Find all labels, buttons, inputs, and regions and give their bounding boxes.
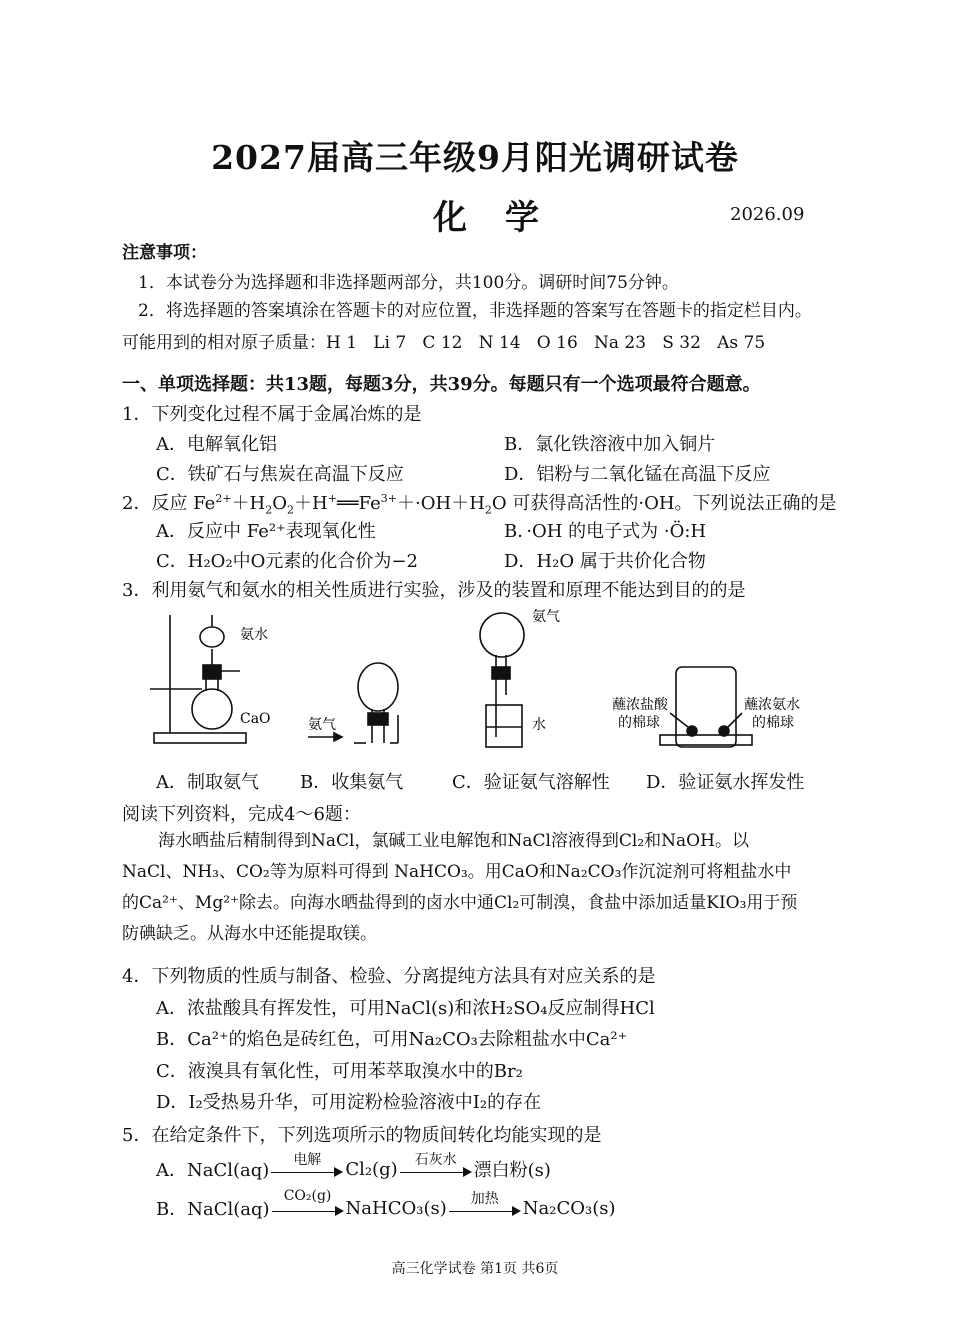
label-ammonia-water: 氨水 xyxy=(240,627,268,643)
notes-heading: 注意事项： xyxy=(122,243,207,263)
section-heading: 一、单项选择题：共13题，每题3分，共39分。每题只有一个选项最符合题意。 xyxy=(122,374,761,395)
q5b-start: B．NaCl(aq) xyxy=(156,1199,270,1220)
label-nh3-cotton-1: 蘸浓氨水 xyxy=(744,697,800,713)
reading-prompt: 阅读下列资料，完成4～6题： xyxy=(122,804,361,825)
q2-stem-prefix: 2．反应 Fe xyxy=(122,493,216,514)
q5a-end: 漂白粉(s) xyxy=(473,1160,551,1181)
reaction-arrow xyxy=(449,1191,521,1218)
q5-option-b xyxy=(156,1188,616,1221)
dropping-funnel-a xyxy=(200,627,224,647)
question-3-stem: 3．利用氨气和氨水的相关性质进行实验，涉及的装置和原理不能达到目的的是 xyxy=(122,580,746,601)
q2-option-b xyxy=(504,517,706,543)
exam-date: 2026.09 xyxy=(730,204,805,225)
note-item-2: 2．将选择题的答案填涂在答题卡的对应位置，非选择题的答案写在答题卡的指定栏目内。 xyxy=(138,301,812,321)
reaction-arrow xyxy=(271,1152,343,1179)
q2-option-a: A．反应中 Fe²⁺表现氧化性 xyxy=(156,521,376,542)
round-flask-c xyxy=(480,613,524,657)
reading-passage: 海水晒盐后精制得到NaCl，氯碱工业电解饱和NaCl溶液得到Cl₂和NaOH。以NaCl、NH₃、CO₂等为原料可得到 NaHCO₃。用CaO和Na₂CO₃作沉淀剂可将粗盐水中的Ca²⁺、Mg²⁺除去。向海水晒盐得到的卤水中通Cl₂可制溴，食盐中添加适量KIO₃用于预防碘缺乏。从海水中还能提取镁。 xyxy=(122,831,798,944)
atomic-masses: 可能用到的相对原子质量：H 1 Li 7 C 12 N 14 O 16 Na 23 S 32 As 75 xyxy=(122,333,766,353)
label-cao: CaO xyxy=(240,711,271,727)
q5a-mid: Cl₂(g) xyxy=(345,1158,398,1180)
label-water: 水 xyxy=(532,717,546,733)
question-2-stem: 2．反应 $Fe^{2+}+H_2O_2+H^+══Fe^{3+}+\cdot OH+H_2O$ 可获得高活性的·OH。下列说法正确的是 xyxy=(122,492,837,517)
subject-title: 化学 xyxy=(433,198,577,238)
question-4-stem: 4．下列物质的性质与制备、检验、分离提纯方法具有对应关系的是 xyxy=(122,966,656,987)
label-hcl-cotton-1: 蘸浓盐酸 xyxy=(612,697,668,713)
label-ammonia-top: 氨气 xyxy=(532,609,560,625)
q1-option-a: A．电解氧化铝 xyxy=(156,434,277,455)
q3-option-c: C．验证氨气溶解性 xyxy=(452,772,610,793)
q2-option-d: D．H₂O 属于共价化合物 xyxy=(504,551,706,572)
reaction-arrow xyxy=(400,1152,472,1179)
q5-option-a xyxy=(156,1152,551,1182)
note-item-1: 1．本试卷分为选择题和非选择题两部分，共100分。调研时间75分钟。 xyxy=(138,273,679,293)
q5a-arrow2-label: 石灰水 xyxy=(414,1152,457,1168)
q2-option-b-formula: ·Ö:H xyxy=(663,521,707,542)
q3-option-d: D．验证氨水挥发性 xyxy=(646,772,805,793)
q5a-start: A．NaCl(aq) xyxy=(156,1160,270,1181)
q4-option-d: D．I₂受热易升华，可用淀粉检验溶液中I₂的存在 xyxy=(156,1092,542,1113)
q1-option-b: B．氯化铁溶液中加入铜片 xyxy=(504,434,716,455)
q4-option-b: B．Ca²⁺的焰色是砖红色，可用Na₂CO₃去除粗盐水中Ca²⁺ xyxy=(156,1029,628,1050)
q3-option-b: B．收集氨气 xyxy=(300,772,404,793)
q5b-arrow1-label: CO₂(g) xyxy=(283,1188,332,1204)
q2-option-c: C．H₂O₂中O元素的化合价为−2 xyxy=(156,551,418,572)
q4-option-c: C．液溴具有氧化性，可用苯萃取溴水中的Br₂ xyxy=(156,1061,523,1082)
page-footer: 高三化学试卷 第1页 共6页 xyxy=(391,1261,559,1277)
question-5-stem: 5．在给定条件下，下列选项所示的物质间转化均能实现的是 xyxy=(122,1125,602,1146)
q5b-mid: NaHCO₃(s) xyxy=(345,1197,447,1219)
q1-option-d: D．铝粉与二氧化锰在高温下反应 xyxy=(504,464,771,485)
q3-apparatus-figure xyxy=(140,605,800,755)
exam-title: 2027届高三年级9月阳光调研试卷 xyxy=(211,138,739,177)
q3-option-a: A．制取氨气 xyxy=(156,772,259,793)
q5b-end: Na₂CO₃(s) xyxy=(522,1197,616,1219)
round-flask-a xyxy=(192,689,232,729)
q2-stem-rest: 可获得高活性的·OH。下列说法正确的是 xyxy=(512,493,837,514)
beaker-c xyxy=(486,705,522,747)
q5b-arrow2-label: 加热 xyxy=(470,1191,499,1207)
q2-option-b-label: B．·OH 的电子式为 xyxy=(504,521,659,542)
q5a-arrow1-label: 电解 xyxy=(293,1152,322,1168)
round-flask-b xyxy=(358,663,398,711)
q4-option-a: A．浓盐酸具有挥发性，可用NaCl(s)和浓H₂SO₄反应制得HCl xyxy=(156,998,655,1019)
label-nh3-cotton-2: 的棉球 xyxy=(752,715,794,731)
label-ammonia-in: 氨气 xyxy=(308,717,336,733)
label-hcl-cotton-2: 的棉球 xyxy=(618,715,660,731)
reaction-arrow xyxy=(272,1188,344,1218)
question-1-stem: 1．下列变化过程不属于金属冶炼的是 xyxy=(122,404,422,425)
q1-option-c: C．铁矿石与焦炭在高温下反应 xyxy=(156,464,404,485)
stand-base-a xyxy=(154,733,246,743)
